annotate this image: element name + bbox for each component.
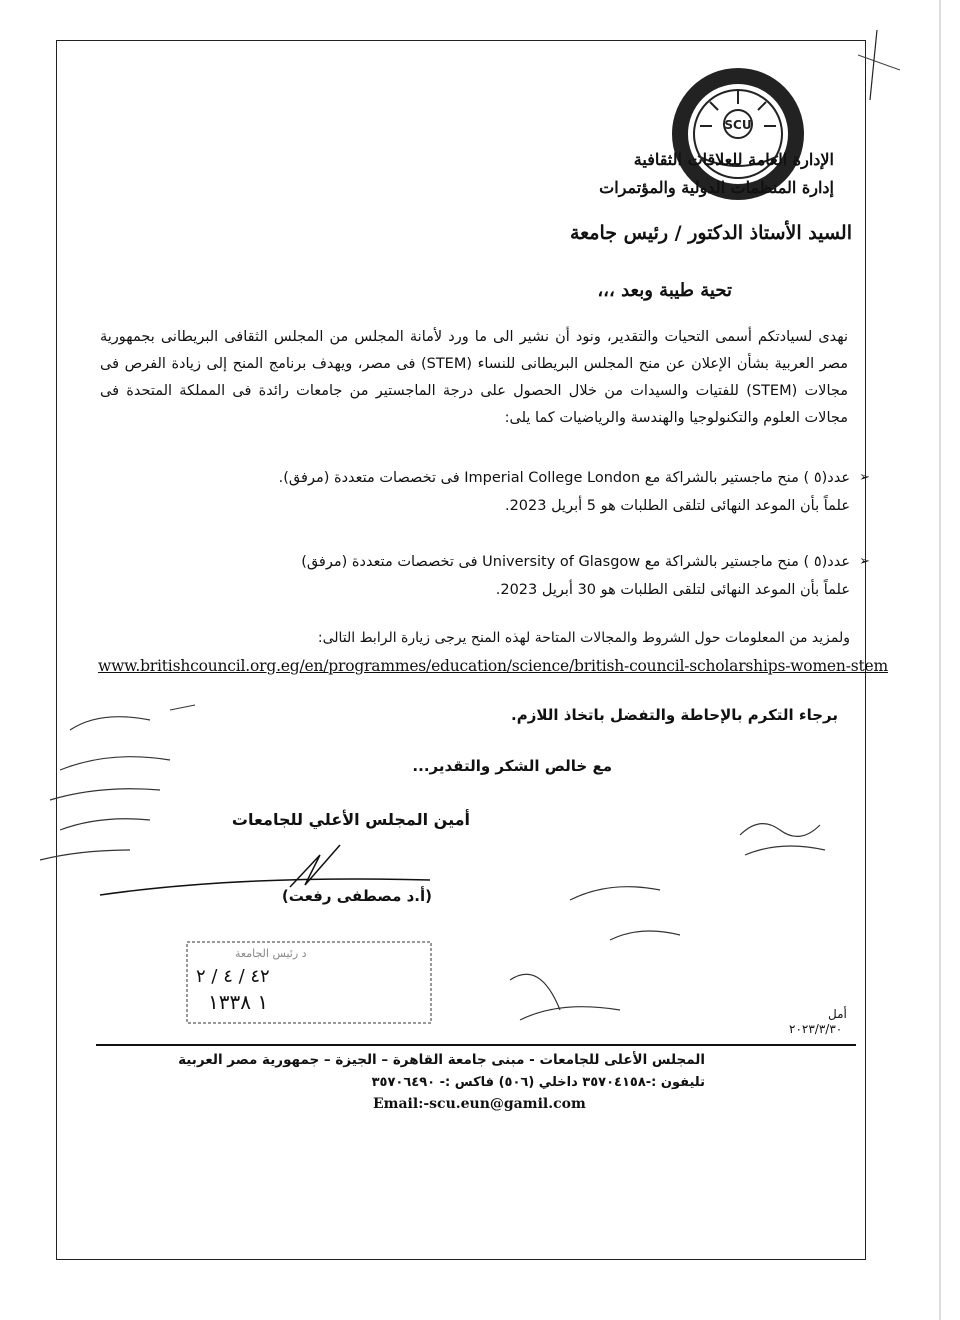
request-line: برجاء التكرم بالإحاطة والتفضل باتخاذ اللازم. xyxy=(511,706,838,724)
bullet-deadline: علماً بأن الموعد النهائى لتلقى الطلبات هو 5 أبريل 2023. xyxy=(504,498,850,514)
signatory-title: أمين المجلس الأعلي للجامعات xyxy=(231,810,470,829)
scholarship-link[interactable]: www.britishcouncil.org.eg/en/programmes/education/science/british-council-scholarships-women-stem xyxy=(98,657,888,675)
reference-name: أمل xyxy=(828,1007,847,1021)
thanks-line: مع خالص الشكر والتقدير... xyxy=(412,757,612,775)
arrow-bullet-icon: ➢ xyxy=(859,470,870,485)
arrow-bullet-icon: ➢ xyxy=(859,554,870,569)
addressee: السيد الأستاذ الدكتور / رئيس جامعة xyxy=(569,222,852,244)
body-paragraph: نهدى لسيادتكم أسمى التحيات والتقدير، ونود أن نشير الى ما ورد لأمانة المجلس من المجلس الثقافى البريطانى بجمهورية مصر العربية بشأن الإعلان عن منح المجلس البريطانى للنساء (STEM) فى مصر، ويهدف برنامج المنح إلى زيادة الفرص فى مجالات (STEM) للفتيات والسيدات من خلال الحصول على درجة الماجستير من جامعات رائدة فى المملكة المتحدة فى مجالات العلوم والتكنولوجيا والهندسة والرياضيات كما يلى: xyxy=(100,329,849,426)
sub-department-name: إدارة المنظمات الدولية والمؤتمرات xyxy=(599,178,834,197)
handwritten-initials xyxy=(730,805,840,865)
handwritten-note xyxy=(20,690,220,890)
signatory-name: (أ.د مصطفى رفعت) xyxy=(281,887,432,905)
footer-divider xyxy=(96,1044,856,1046)
bullet-line: عدد(٥ ) منح ماجستير بالشراكة مع University of Glasgow فى تخصصات متعددة (مرفق) xyxy=(301,554,850,570)
stamp-number: ١ ١٣٣٨ xyxy=(208,990,269,1014)
bullet-item xyxy=(130,548,870,604)
bullet-item xyxy=(130,464,870,520)
footer-email: Email:-scu.eun@gamil.com xyxy=(373,1096,586,1112)
footer-phone: تليفون :-٣٥٧٠٤١٥٨ داخلي (٥٠٦) فاكس :- ٣٥٧٠٦٤٩٠ xyxy=(371,1075,705,1090)
logo-text: SCU xyxy=(724,118,752,132)
stamp-text: د رئيس الجامعة xyxy=(235,947,307,960)
info-line: ولمزيد من المعلومات حول الشروط والمجالات المتاحة لهذه المنح يرجى زيارة الرابط التالى: xyxy=(317,630,850,646)
bullet-line: عدد(٥ ) منح ماجستير بالشراكة مع Imperial College London فى تخصصات متعددة (مرفق). xyxy=(278,470,850,486)
reference-date: ٢٠٢٣/٣/٣٠ xyxy=(789,1022,843,1036)
department-name: الإدارة العامة للعلاقات الثقافية xyxy=(633,150,834,169)
bullet-deadline: علماً بأن الموعد النهائى لتلقى الطلبات هو 30 أبريل 2023. xyxy=(495,582,850,598)
greeting: تحية طيبة وبعد ،،، xyxy=(597,280,732,301)
handwritten-referral xyxy=(500,860,740,1050)
footer-address: المجلس الأعلى للجامعات - مبنى جامعة القاهرة – الجيزة – جمهورية مصر العربية xyxy=(178,1052,705,1068)
stamp-date: ٤٢ / ٤ / ٢ xyxy=(196,966,270,987)
